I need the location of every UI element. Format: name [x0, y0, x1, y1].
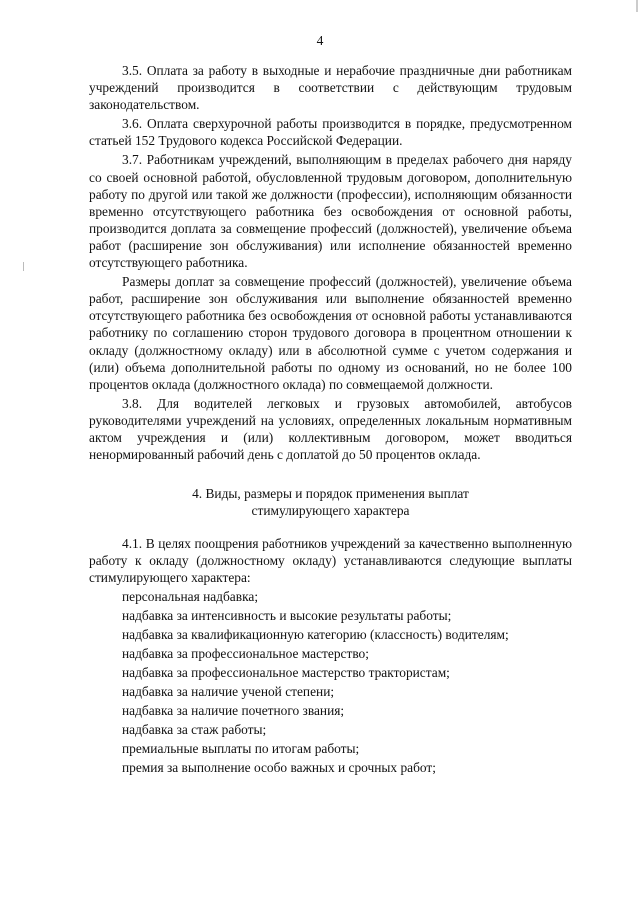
paragraph-3-5: 3.5. Оплата за работу в выходные и нерабочие праздничные дни работникам учреждений производится в соответствии с действующим трудовым законодательством.: [89, 63, 572, 113]
list-item: надбавка за интенсивность и высокие результаты работы;: [122, 608, 452, 624]
section-heading-line1: 4. Виды, размеры и порядок применения выплат: [192, 486, 469, 502]
list-item: надбавка за профессиональное мастерство трактористам;: [122, 665, 450, 681]
page-number: 4: [316, 33, 324, 48]
paragraph-4-1: 4.1. В целях поощрения работников учреждений за качественно выполненную работу к окладу (должностному окладу) устанавливаются следующие выплаты стимулирующего характера:: [89, 536, 572, 586]
section-heading-line2: стимулирующего характера: [251, 503, 410, 519]
section-heading: [89, 485, 572, 519]
list-item: надбавка за квалификационную категорию (классность) водителям;: [122, 627, 509, 643]
scan-artifact: [636, 0, 638, 12]
incentive-payments-list: [89, 588, 572, 776]
list-item: надбавка за стаж работы;: [122, 722, 267, 738]
document-body: [89, 62, 572, 778]
list-item: надбавка за профессиональное мастерство;: [122, 646, 369, 662]
scan-artifact: [23, 262, 24, 271]
paragraph-3-8: 3.8. Для водителей легковых и грузовых автомобилей, автобусов руководителями учреждений на условиях, определенных локальным нормативным актом учреждения и (или) коллективным договором, может вводиться ненормированный рабочий день с доплатой до 50 процентов оклада.: [89, 395, 572, 463]
paragraph-3-7: 3.7. Работникам учреждений, выполняющим в пределах рабочего дня наряду со своей основной работой, обусловленной трудовым договором, дополнительную работу по другой или такой же должности (профессии), исполняющим обязанности временно отсутствующего работника без освобождения от основной работы, производится доплата за совмещение профессий (должностей), увеличение объема работ (расширение зон обслуживания) или исполнение обязанностей временно отсутствующего работника.: [89, 152, 572, 271]
list-item: надбавка за наличие ученой степени;: [122, 684, 335, 700]
list-item: премиальные выплаты по итогам работы;: [122, 741, 360, 757]
paragraph-3-6: 3.6. Оплата сверхурочной работы производится в порядке, предусмотренном статьей 152 Трудового кодекса Российской Федерации.: [89, 116, 572, 149]
list-item: премия за выполнение особо важных и срочных работ;: [122, 760, 437, 776]
list-item: надбавка за наличие почетного звания;: [122, 703, 345, 719]
list-item: персональная надбавка;: [122, 589, 259, 605]
paragraph-allowance-sizes: Размеры доплат за совмещение профессий (должностей), увеличение объема работ, расширение зон обслуживания или выполнение обязанностей временно отсутствующего работника без освобождения от основной работы устанавливаются работнику по соглашению сторон трудового договора в процентном отношении к окладу (должностному окладу) или в абсолютной сумме с учетом содержания и (или) объема дополнительной работы по одному из оснований, но не более 100 процентов оклада (должностного оклада) по совмещаемой должности.: [89, 274, 572, 392]
